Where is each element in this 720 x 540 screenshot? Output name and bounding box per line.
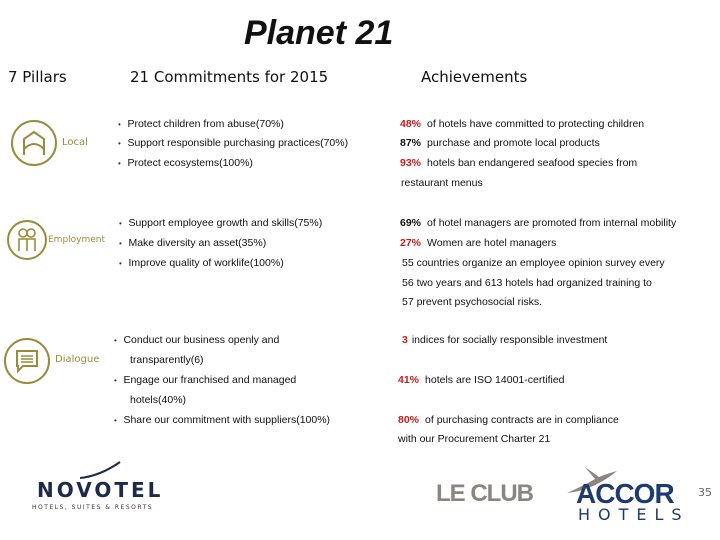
achievement-item-cont: with our Procurement Charter 21 — [398, 433, 551, 445]
commitment-item: • Improve quality of worklife(100%) — [119, 257, 284, 269]
commitment-item: • Support employee growth and skills(75%) — [119, 217, 323, 229]
commitment-item: • Share our commitment with suppliers(100%) — [114, 414, 331, 426]
achievement-item: 56 two years and 613 hotels had organized training to — [402, 277, 652, 289]
house-icon — [11, 120, 57, 166]
achievement-item-cont: restaurant menus — [401, 177, 483, 189]
page-number: 35 — [698, 486, 712, 499]
achievement-item: 87% purchase and promote local products — [400, 137, 600, 149]
achievement-item: 3 indices for socially responsible investment — [402, 334, 608, 346]
people-icon — [7, 220, 47, 260]
commitment-item: • Conduct our business openly and — [114, 334, 280, 346]
commitment-item: • Protect ecosystems(100%) — [118, 157, 253, 169]
achievements-header: Achievements — [421, 68, 528, 86]
commitment-item: • Protect children from abuse(70%) — [118, 118, 284, 130]
achievement-item: 80% of purchasing contracts are in compliance — [398, 414, 619, 426]
speech-bubble-icon — [4, 338, 50, 384]
commitment-item: • Make diversity an asset(35%) — [119, 237, 267, 249]
pillar-local: Local — [62, 137, 88, 148]
pillar-dialogue: Dialogue — [55, 354, 100, 365]
commitment-item-cont: hotels(40%) — [130, 394, 187, 406]
achievement-item: 27% Women are hotel managers — [400, 237, 557, 249]
achievement-item: 57 prevent psychosocial risks. — [402, 296, 543, 308]
commitment-item: • Engage our franchised and managed — [114, 374, 297, 386]
commitment-item-cont: transparently(6) — [130, 354, 204, 366]
pillar-employment: Employment — [48, 235, 106, 245]
commitment-item: • Support responsible purchasing practices(70%) — [118, 137, 349, 149]
achievement-item: 93% hotels ban endangered seafood species from — [400, 157, 638, 169]
achievement-item: 48% of hotels have committed to protecting children — [400, 118, 645, 130]
page-title: Planet 21 — [244, 14, 394, 52]
hotels-logo-text: HOTELS — [578, 505, 690, 524]
pillars-header: 7 Pillars — [8, 68, 67, 86]
le-club-logo: LE CLUB — [436, 480, 533, 507]
achievement-item: 69% of hotel managers are promoted from internal mobility — [400, 217, 677, 229]
swoosh-icon — [80, 460, 170, 480]
achievement-item: 41% hotels are ISO 14001-certified — [398, 374, 565, 386]
commitments-header: 21 Commitments for 2015 — [130, 68, 329, 86]
achievement-item: 55 countries organize an employee opinion survey every — [402, 257, 665, 269]
accor-logo: ACCOR — [576, 478, 674, 509]
